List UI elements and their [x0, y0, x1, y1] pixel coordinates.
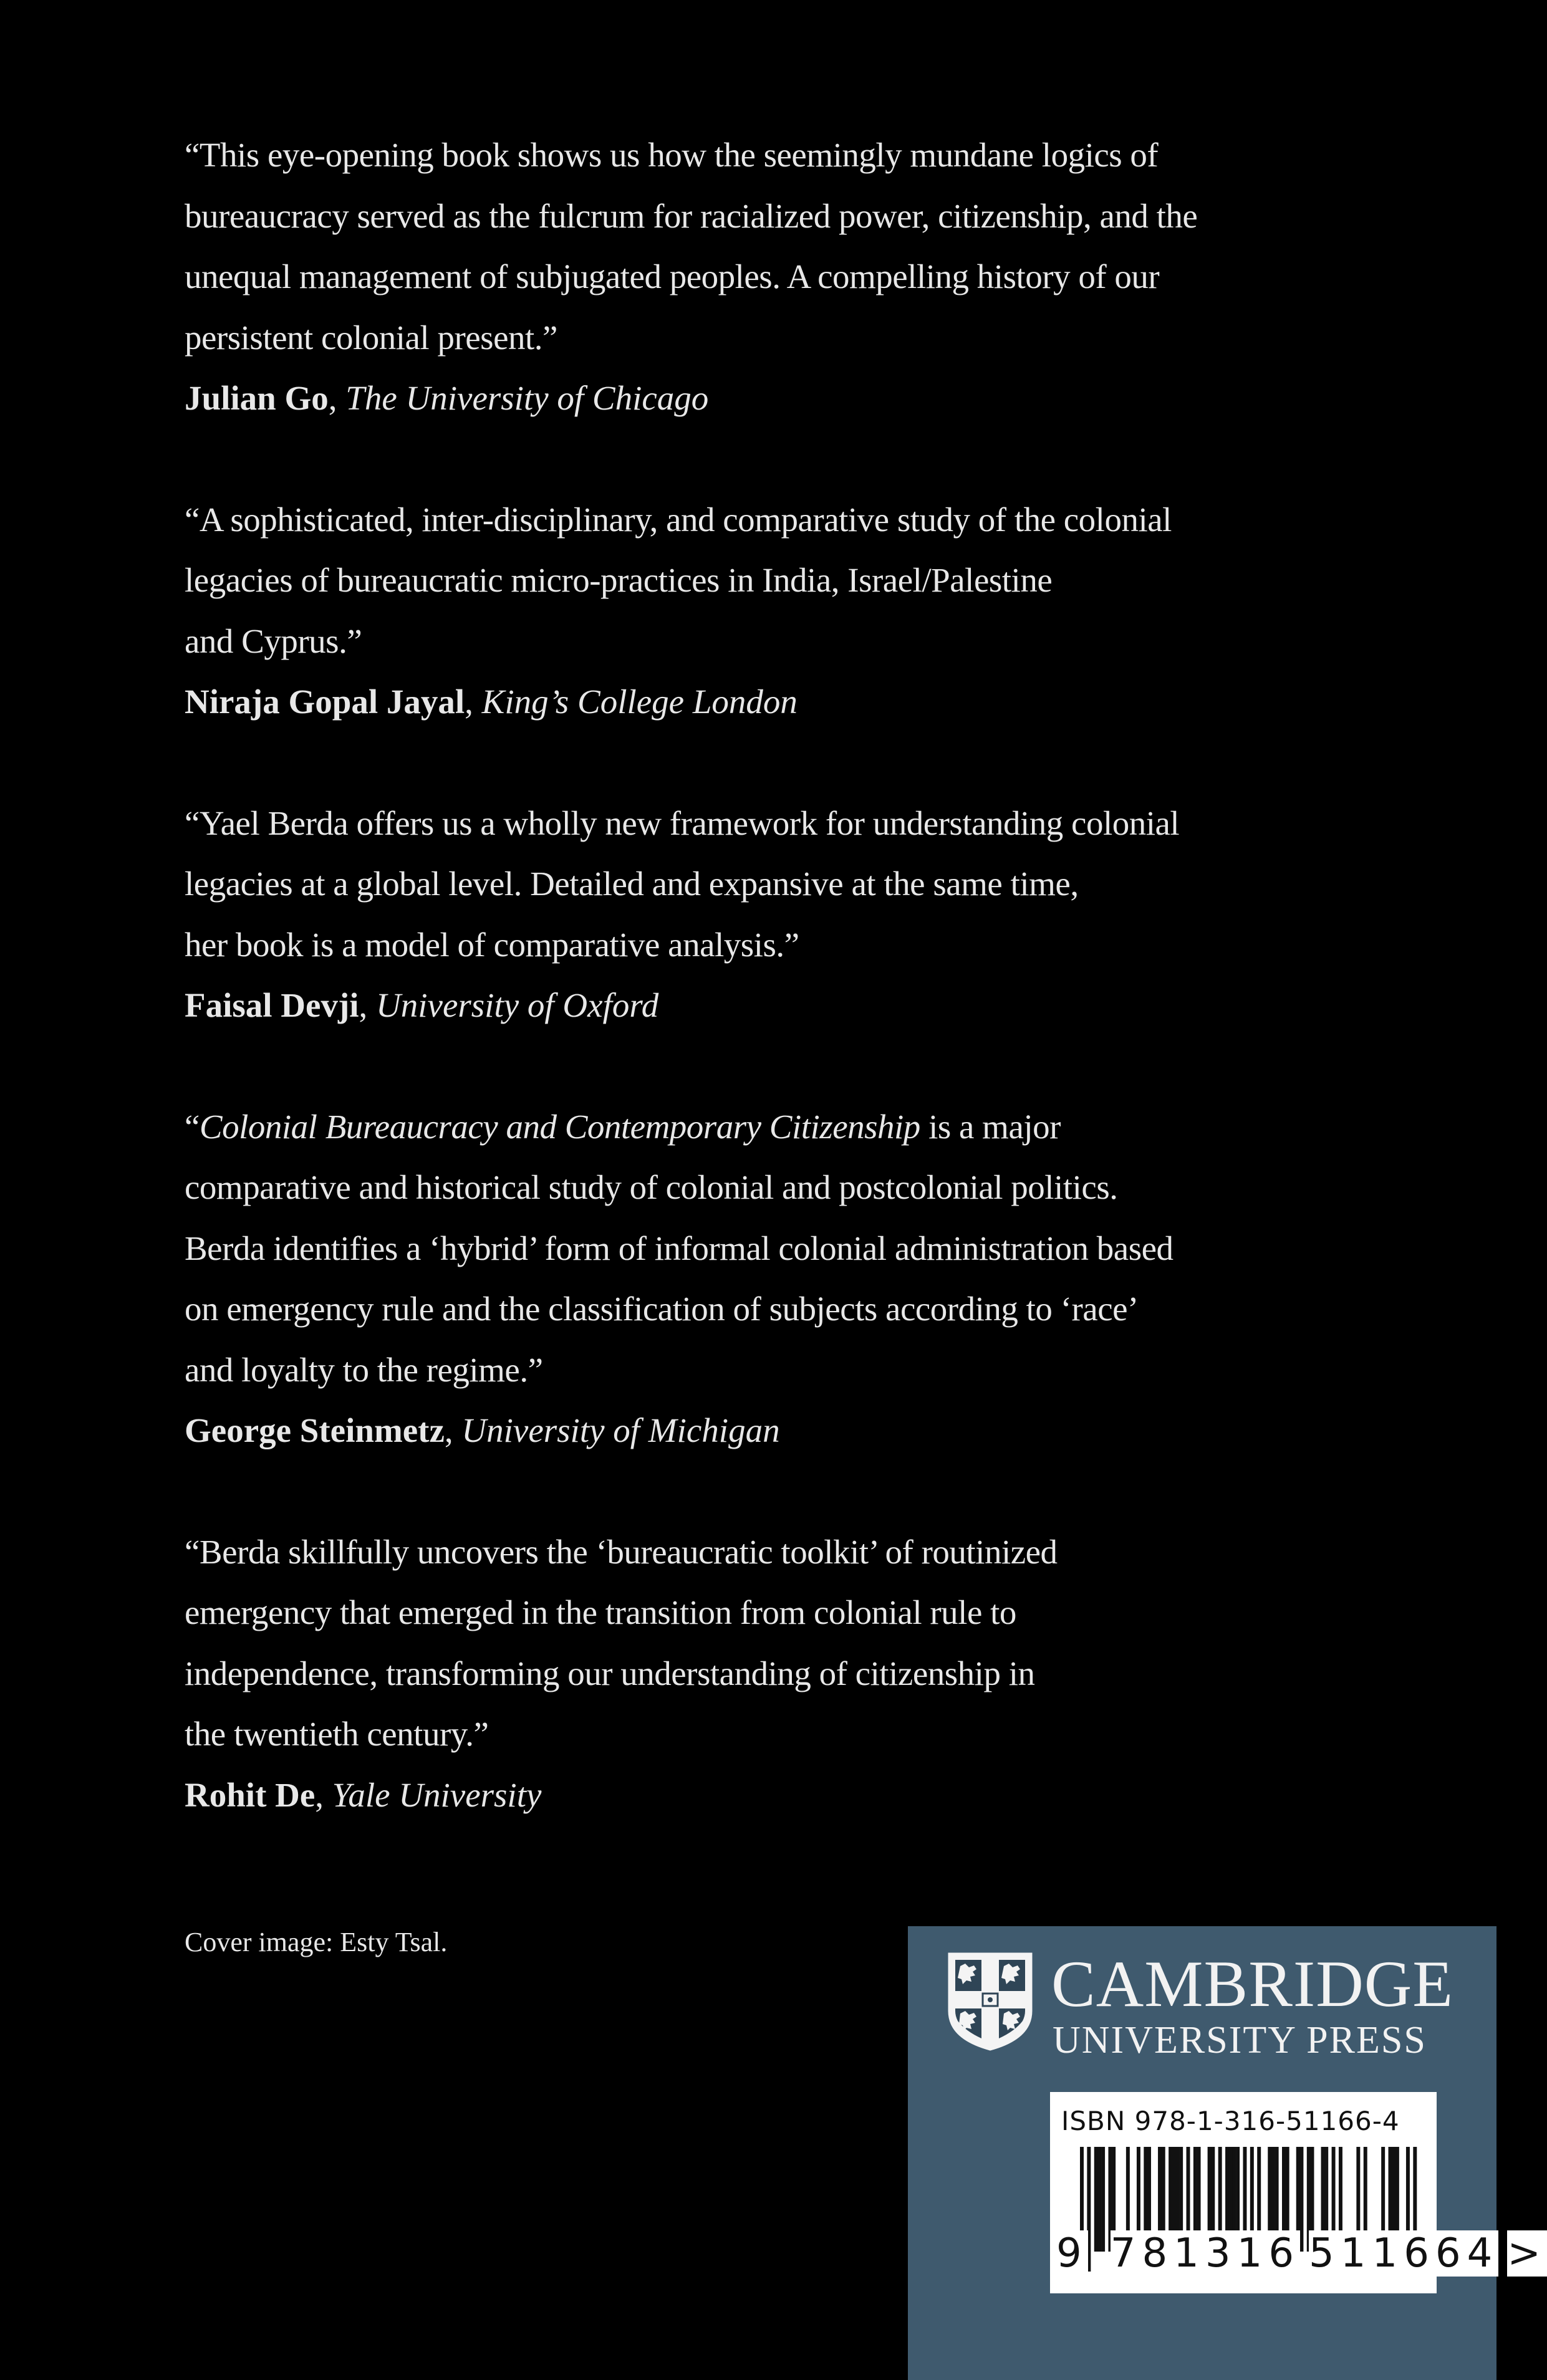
quote-line: unequal management of subjugated peoples. A compelling history of our — [185, 257, 1160, 295]
quote-line: emergency that emerged in the transition from colonial rule to — [185, 1593, 1016, 1631]
quote — [185, 793, 1369, 976]
quote-line: “A sophisticated, inter-disciplinary, and comparative study of the colonial — [185, 500, 1172, 539]
attribution: Julian Go, The University of Chicago — [185, 379, 709, 417]
author-name: Rohit De — [185, 1775, 316, 1814]
ean-left-group: 781316 — [1110, 2230, 1301, 2277]
quote — [185, 1522, 1369, 1765]
endorsement-faisal-devji — [185, 793, 1369, 1036]
quote — [185, 489, 1369, 672]
cover-image-credit: Cover image: Esty Tsal. — [185, 1927, 448, 1957]
author-affiliation: King’s College London — [481, 683, 798, 721]
attribution: Niraja Gopal Jayal, King’s College London — [185, 683, 798, 721]
quote — [185, 1096, 1369, 1401]
quote-line: and Cyprus.” — [185, 621, 362, 660]
attribution: Faisal Devji, University of Oxford — [185, 986, 659, 1024]
author-name: Julian Go — [185, 379, 329, 417]
quote-line: persistent colonial present.” — [185, 318, 557, 357]
quote-line: her book is a model of comparative analysis.” — [185, 925, 799, 964]
endorsement-niraja-gopal-jayal — [185, 489, 1369, 732]
author-name: Niraja Gopal Jayal — [185, 683, 465, 721]
author-affiliation: The University of Chicago — [345, 379, 709, 417]
ean-quiet-zone-marker: > — [1507, 2230, 1547, 2277]
open-quote: “ — [185, 1107, 200, 1146]
cambridge-shield-icon — [947, 1951, 1034, 2052]
endorsement-rohit-de — [185, 1522, 1369, 1826]
quote-line: and loyalty to the regime.” — [185, 1350, 543, 1389]
isbn-barcode-box — [1050, 2092, 1547, 2293]
publisher-name: CAMBRIDGE — [1051, 1947, 1454, 2020]
quote-line: legacies at a global level. Detailed and expansive at the same time, — [185, 865, 1079, 903]
endorsement-george-steinmetz — [185, 1096, 1369, 1461]
quote-line: legacies of bureaucratic micro-practices in India, Israel/Palestine — [185, 561, 1053, 599]
ean-digits — [1056, 2230, 1547, 2277]
author-affiliation: University of Michigan — [461, 1411, 780, 1449]
quote-line: “Yael Berda offers us a wholly new framework for understanding colonial — [185, 804, 1180, 842]
quote-line: independence, transforming our understanding of citizenship in — [185, 1654, 1035, 1692]
publisher-subname: UNIVERSITY PRESS — [1053, 2019, 1427, 2061]
quote-line: the twentieth century.” — [185, 1715, 489, 1753]
quote-line: on emergency rule and the classification of subjects according to ‘race’ — [185, 1290, 1139, 1328]
quote-line: Berda identifies a ‘hybrid’ form of informal colonial administration based — [185, 1229, 1174, 1267]
endorsement-julian-go — [185, 125, 1369, 429]
quote-text: is a major — [920, 1107, 1061, 1146]
book-title: Colonial Bureaucracy and Contemporary Citizenship — [199, 1107, 920, 1146]
attribution: George Steinmetz, University of Michigan — [185, 1411, 780, 1449]
ean-first-digit: 9 — [1056, 2230, 1088, 2277]
author-affiliation: Yale University — [332, 1775, 542, 1814]
quote-line: comparative and historical study of colonial and postcolonial politics. — [185, 1168, 1118, 1206]
ean-right-group: 511664 — [1309, 2230, 1499, 2277]
quote-line: bureaucracy served as the fulcrum for racialized power, citizenship, and the — [185, 196, 1198, 235]
quote-line: “This eye-opening book shows us how the seemingly mundane logics of — [185, 136, 1159, 174]
publisher-panel — [908, 1926, 1547, 2380]
author-name: George Steinmetz — [185, 1411, 445, 1449]
attribution: Rohit De, Yale University — [185, 1775, 542, 1814]
author-name: Faisal Devji — [185, 986, 359, 1024]
endorsements — [185, 125, 1369, 1886]
quote — [185, 125, 1369, 368]
quote-line: “Berda skillfully uncovers the ‘bureaucratic toolkit’ of routinized — [185, 1532, 1058, 1571]
quote-line — [185, 1096, 1369, 1158]
isbn-label: ISBN 978-1-316-51166-4 — [1061, 2106, 1400, 2136]
author-affiliation: University of Oxford — [376, 986, 659, 1024]
